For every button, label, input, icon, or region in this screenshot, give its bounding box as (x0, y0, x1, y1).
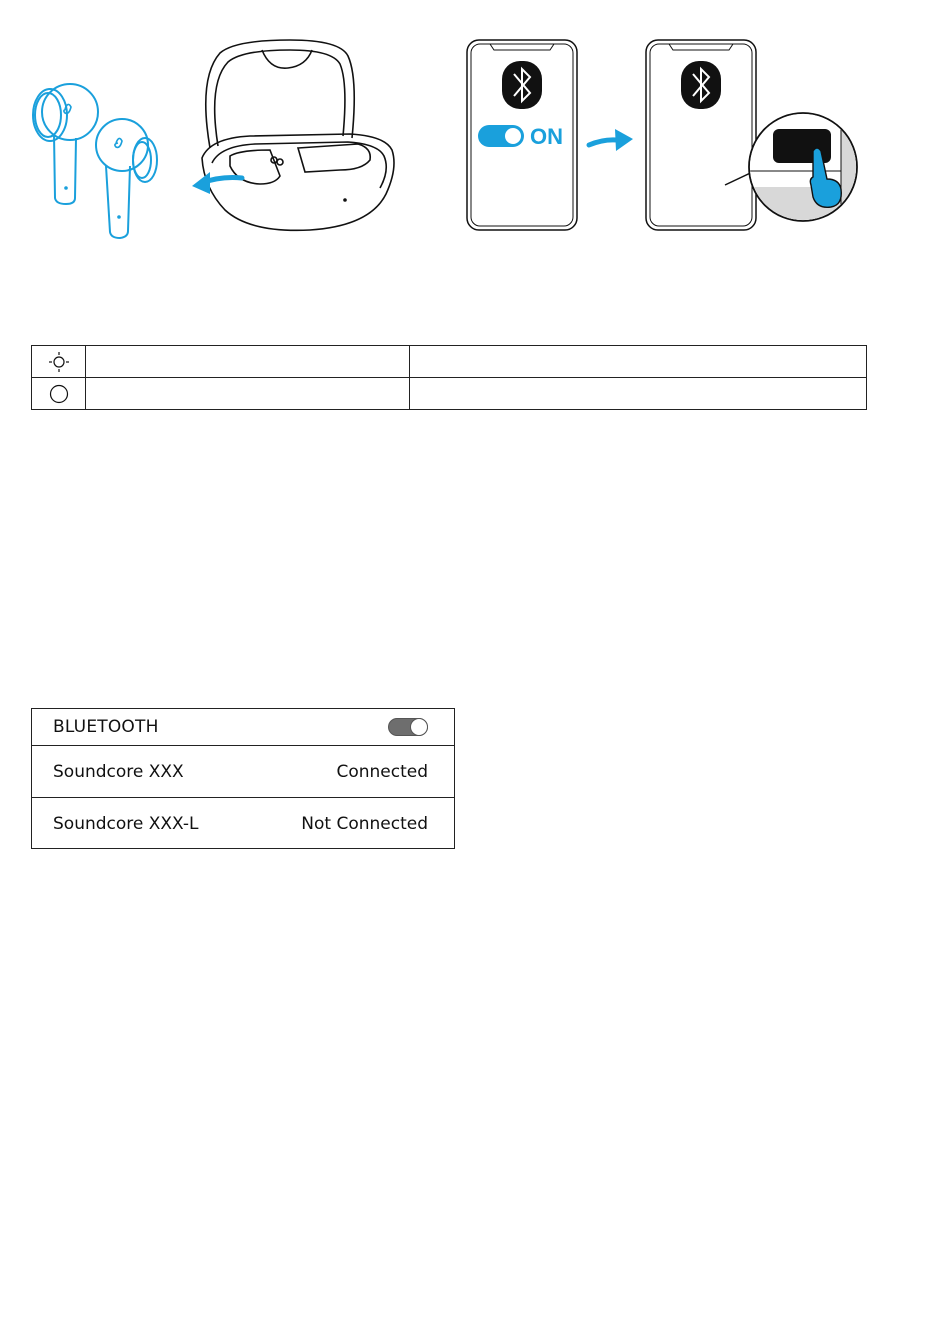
bluetooth-title: BLUETOOTH (53, 717, 159, 737)
earbuds-illustration (20, 70, 170, 245)
led-off-icon (48, 383, 70, 405)
toggle-icon (478, 125, 524, 147)
toggle-knob (410, 718, 428, 736)
bluetooth-toggle[interactable] (388, 718, 428, 736)
charging-case-icon (180, 38, 410, 238)
next-arrow-illustration (585, 125, 635, 155)
bluetooth-icon (502, 61, 542, 109)
led-indicator-table (31, 345, 867, 410)
device-row[interactable] (32, 798, 454, 849)
device-name: Soundcore XXX (53, 761, 184, 782)
device-status: Connected (336, 761, 428, 782)
earbuds-icon (20, 70, 170, 245)
next-arrow-icon (585, 125, 635, 155)
table-row (32, 378, 867, 410)
table-cell (410, 378, 867, 410)
led-flashing-icon (48, 351, 70, 373)
table-cell-icon (32, 378, 86, 410)
device-name: Soundcore XXX-L (53, 813, 199, 834)
bluetooth-settings-panel (31, 708, 455, 849)
device-status: Not Connected (301, 813, 428, 834)
phone-icon (645, 39, 865, 231)
bluetooth-header (32, 709, 454, 746)
bluetooth-icon (681, 61, 721, 109)
table-row (32, 346, 867, 378)
table-cell-icon (32, 346, 86, 378)
table-cell (86, 346, 410, 378)
table-cell (410, 346, 867, 378)
device-row[interactable] (32, 746, 454, 798)
table-cell (86, 378, 410, 410)
remove-arrow-icon (192, 172, 242, 194)
phone-select-device-illustration (645, 39, 865, 231)
charging-case-illustration (180, 38, 410, 238)
toggle-on-label: ON (530, 124, 563, 149)
